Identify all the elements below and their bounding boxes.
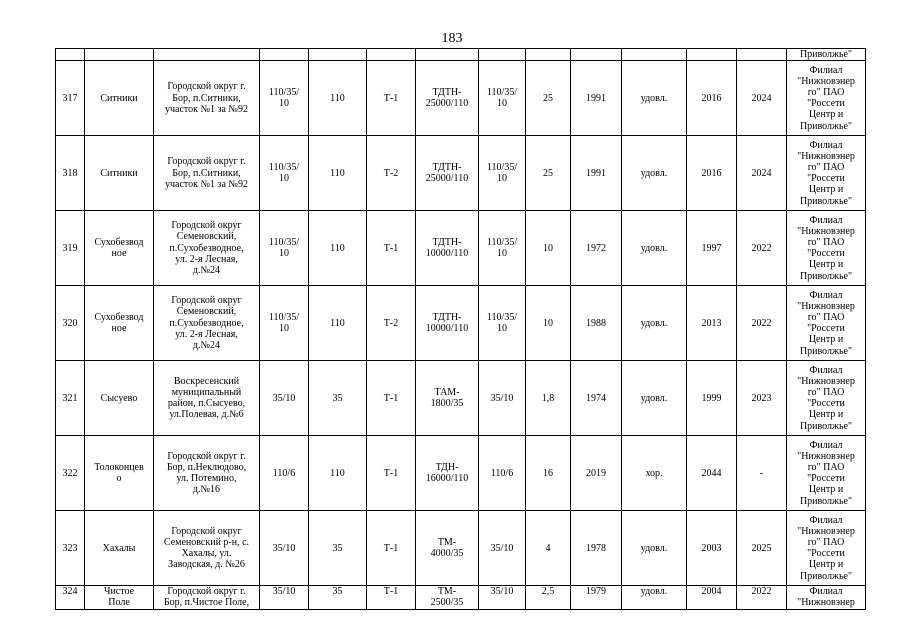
- transformer-type-cell: ТДТН- 25000/110: [416, 136, 479, 211]
- owner-cell: Филиал "Нижновэнер го" ПАО "Россети Центр и Приволжье": [787, 286, 866, 361]
- voltage-cell: 110/35/ 10: [260, 61, 309, 136]
- state-cell: удовл.: [622, 286, 687, 361]
- power-cell: 2,5: [526, 586, 571, 610]
- voltage-cell: 35/10: [260, 586, 309, 610]
- state-cell: удовл.: [622, 361, 687, 436]
- year-cell: 2024: [737, 61, 787, 136]
- power-cell: 10: [526, 211, 571, 286]
- year-cell: 1972: [571, 211, 622, 286]
- row-number-cell: 320: [56, 286, 85, 361]
- voltage-cell: 35/10: [260, 361, 309, 436]
- substation-name-cell: Сухобезвод ное: [85, 211, 154, 286]
- voltage-cell: 110/35/ 10: [260, 286, 309, 361]
- table-row: [56, 286, 866, 361]
- table-row: [56, 49, 866, 61]
- table-row: [56, 136, 866, 211]
- voltage-cell: 35/10: [260, 511, 309, 586]
- address-cell: Городской округ Семеновский, п.Сухобезводное, ул. 2-я Лесная, д.№24: [154, 211, 260, 286]
- table-row: [56, 211, 866, 286]
- table-row: [56, 586, 866, 610]
- transformer-cell: Т-1: [367, 211, 416, 286]
- substation-name-cell: Толоконцев о: [85, 436, 154, 511]
- year-cell: 1979: [571, 586, 622, 610]
- year-cell: 2025: [737, 511, 787, 586]
- owner-cell: Филиал "Нижновэнер го" ПАО "Россети Центр и Приволжье": [787, 61, 866, 136]
- owner-cell: Приволжье": [787, 49, 866, 61]
- row-number-cell: 317: [56, 61, 85, 136]
- address-cell: Воскресенский муниципальный район, п.Сысуево, ул.Полевая, д.№6: [154, 361, 260, 436]
- address-cell: Городской округ г. Бор, п.Чистое Поле,: [154, 586, 260, 610]
- year-cell: 2016: [687, 61, 737, 136]
- nominal-voltage-cell: 35: [309, 361, 367, 436]
- year-cell: 2022: [737, 586, 787, 610]
- substation-name-cell: Ситники: [85, 136, 154, 211]
- year-cell: 1974: [571, 361, 622, 436]
- owner-cell: Филиал "Нижновэнер го" ПАО "Россети Центр и Приволжье": [787, 136, 866, 211]
- nominal-voltage-cell: 110: [309, 61, 367, 136]
- state-cell: удовл.: [622, 586, 687, 610]
- row-number-cell: 322: [56, 436, 85, 511]
- voltage-class-cell: 35/10: [479, 511, 526, 586]
- year-cell: 2023: [737, 361, 787, 436]
- voltage-class-cell: 110/35/ 10: [479, 286, 526, 361]
- transformer-cell: Т-1: [367, 586, 416, 610]
- state-cell: хор.: [622, 436, 687, 511]
- address-cell: Городской округ Семеновский р-н, с. Хахалы, ул. Заводская, д. №26: [154, 511, 260, 586]
- state-cell: удовл.: [622, 211, 687, 286]
- power-cell: 4: [526, 511, 571, 586]
- year-cell: 2013: [687, 286, 737, 361]
- nominal-voltage-cell: 110: [309, 136, 367, 211]
- power-cell: 25: [526, 61, 571, 136]
- state-cell: удовл.: [622, 511, 687, 586]
- owner-cell: Филиал "Нижновэнер: [787, 586, 866, 610]
- voltage-class-cell: 110/35/ 10: [479, 136, 526, 211]
- address-cell: Городской округ г. Бор, п.Ситники, участок №1 за №92: [154, 61, 260, 136]
- transformer-type-cell: ТМ- 4000/35: [416, 511, 479, 586]
- owner-cell: Филиал "Нижновэнер го" ПАО "Россети Центр и Приволжье": [787, 361, 866, 436]
- nominal-voltage-cell: 110: [309, 286, 367, 361]
- transformer-cell: Т-1: [367, 361, 416, 436]
- address-cell: Городской округ Семеновский, п.Сухобезводное, ул. 2-я Лесная, д.№24: [154, 286, 260, 361]
- table-row: [56, 436, 866, 511]
- voltage-class-cell: 110/6: [479, 436, 526, 511]
- row-number-cell: 319: [56, 211, 85, 286]
- row-number-cell: 318: [56, 136, 85, 211]
- year-cell: 2019: [571, 436, 622, 511]
- transformer-cell: Т-2: [367, 286, 416, 361]
- substation-table: [55, 48, 866, 610]
- table-row: [56, 511, 866, 586]
- owner-cell: Филиал "Нижновэнер го" ПАО "Россети Центр и Приволжье": [787, 211, 866, 286]
- row-number-cell: 324: [56, 586, 85, 610]
- year-cell: 2024: [737, 136, 787, 211]
- nominal-voltage-cell: 35: [309, 511, 367, 586]
- owner-cell: Филиал "Нижновэнер го" ПАО "Россети Центр и Приволжье": [787, 511, 866, 586]
- nominal-voltage-cell: 110: [309, 211, 367, 286]
- year-cell: 1991: [571, 136, 622, 211]
- transformer-cell: Т-2: [367, 136, 416, 211]
- transformer-type-cell: ТАМ- 1800/35: [416, 361, 479, 436]
- year-cell: -: [737, 436, 787, 511]
- state-cell: удовл.: [622, 61, 687, 136]
- voltage-class-cell: 35/10: [479, 586, 526, 610]
- transformer-type-cell: ТДН- 16000/110: [416, 436, 479, 511]
- voltage-class-cell: 110/35/ 10: [479, 211, 526, 286]
- address-cell: Городской округ г. Бор, п.Неклюдово, ул. Потемино, д.№16: [154, 436, 260, 511]
- voltage-cell: 110/35/ 10: [260, 211, 309, 286]
- state-cell: удовл.: [622, 136, 687, 211]
- voltage-class-cell: 35/10: [479, 361, 526, 436]
- owner-cell: Филиал "Нижновэнер го" ПАО "Россети Центр и Приволжье": [787, 436, 866, 511]
- nominal-voltage-cell: 35: [309, 586, 367, 610]
- address-cell: Городской округ г. Бор, п.Ситники, участок №1 за №92: [154, 136, 260, 211]
- page-number: 183: [441, 31, 463, 46]
- substation-name-cell: Сухобезвод ное: [85, 286, 154, 361]
- year-cell: 2016: [687, 136, 737, 211]
- year-cell: 2022: [737, 211, 787, 286]
- substation-name-cell: Чистое Поле: [85, 586, 154, 610]
- nominal-voltage-cell: 110: [309, 436, 367, 511]
- substation-name-cell: Ситники: [85, 61, 154, 136]
- transformer-cell: Т-1: [367, 436, 416, 511]
- transformer-type-cell: ТДТН- 25000/110: [416, 61, 479, 136]
- power-cell: 25: [526, 136, 571, 211]
- substation-name-cell: Сысуево: [85, 361, 154, 436]
- transformer-cell: Т-1: [367, 511, 416, 586]
- row-number-cell: 321: [56, 361, 85, 436]
- transformer-cell: Т-1: [367, 61, 416, 136]
- row-number-cell: 323: [56, 511, 85, 586]
- voltage-cell: 110/35/ 10: [260, 136, 309, 211]
- year-cell: 1978: [571, 511, 622, 586]
- year-cell: 1999: [687, 361, 737, 436]
- power-cell: 16: [526, 436, 571, 511]
- transformer-type-cell: ТМ- 2500/35: [416, 586, 479, 610]
- year-cell: 2004: [687, 586, 737, 610]
- year-cell: 2022: [737, 286, 787, 361]
- substation-name-cell: Хахалы: [85, 511, 154, 586]
- table-row: [56, 361, 866, 436]
- power-cell: 1,8: [526, 361, 571, 436]
- transformer-type-cell: ТДТН- 10000/110: [416, 211, 479, 286]
- table-row: [56, 61, 866, 136]
- year-cell: 2003: [687, 511, 737, 586]
- voltage-class-cell: 110/35/ 10: [479, 61, 526, 136]
- transformer-type-cell: ТДТН- 10000/110: [416, 286, 479, 361]
- power-cell: 10: [526, 286, 571, 361]
- year-cell: 1997: [687, 211, 737, 286]
- voltage-cell: 110/6: [260, 436, 309, 511]
- year-cell: 1991: [571, 61, 622, 136]
- year-cell: 2044: [687, 436, 737, 511]
- year-cell: 1988: [571, 286, 622, 361]
